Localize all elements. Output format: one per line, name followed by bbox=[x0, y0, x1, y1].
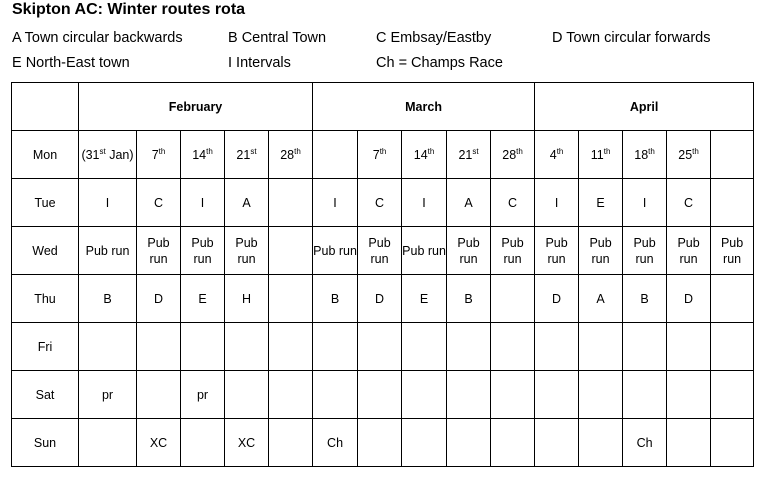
date-suffix: th bbox=[206, 146, 213, 156]
route-cell: Ch bbox=[313, 419, 358, 467]
date-number: 25 bbox=[678, 147, 693, 162]
date-cell bbox=[402, 131, 447, 179]
day-label: Sat bbox=[12, 371, 79, 419]
route-cell bbox=[535, 323, 579, 371]
date-cell bbox=[491, 131, 535, 179]
route-cell: Pub run bbox=[313, 227, 358, 275]
route-cell: I bbox=[623, 179, 667, 227]
route-cell bbox=[358, 323, 402, 371]
route-cell bbox=[535, 419, 579, 467]
date-number: 7 bbox=[151, 147, 159, 162]
route-cell: D bbox=[358, 275, 402, 323]
day-label: Mon bbox=[12, 131, 79, 179]
date-suffix: th bbox=[556, 146, 564, 156]
date-cell bbox=[225, 131, 269, 179]
route-cell bbox=[402, 323, 447, 371]
route-cell: Pub run bbox=[711, 227, 754, 275]
route-cell: B bbox=[79, 275, 137, 323]
route-cell bbox=[447, 323, 491, 371]
route-cell bbox=[491, 419, 535, 467]
route-cell bbox=[579, 323, 623, 371]
route-cell bbox=[269, 419, 313, 467]
route-cell bbox=[711, 419, 754, 467]
route-cell: XC bbox=[225, 419, 269, 467]
route-cell: B bbox=[447, 275, 491, 323]
route-cell: Ch bbox=[623, 419, 667, 467]
route-cell bbox=[358, 371, 402, 419]
date-number: 21 bbox=[458, 147, 473, 162]
route-cell: C bbox=[137, 179, 181, 227]
date-suffix: th bbox=[379, 146, 387, 156]
legend-item-ch: Ch = Champs Race bbox=[376, 55, 503, 71]
route-cell bbox=[402, 371, 447, 419]
route-cell bbox=[79, 419, 137, 467]
legend-item-c: C Embsay/Eastby bbox=[376, 30, 492, 46]
route-cell bbox=[181, 323, 225, 371]
day-row-thu bbox=[12, 275, 754, 323]
route-cell: E bbox=[402, 275, 447, 323]
route-cell bbox=[711, 179, 754, 227]
route-cell: Pub run bbox=[225, 227, 269, 275]
route-cell: D bbox=[535, 275, 579, 323]
route-cell: XC bbox=[137, 419, 181, 467]
date-number: 14 bbox=[413, 147, 428, 162]
page-title: Skipton AC: Winter routes rota bbox=[12, 1, 246, 18]
route-cell bbox=[667, 323, 711, 371]
route-cell: D bbox=[667, 275, 711, 323]
route-cell bbox=[623, 323, 667, 371]
route-cell bbox=[491, 323, 535, 371]
date-cell bbox=[313, 131, 358, 179]
date-cell bbox=[535, 131, 579, 179]
route-cell bbox=[447, 419, 491, 467]
route-cell: E bbox=[579, 179, 623, 227]
day-label: Tue bbox=[12, 179, 79, 227]
date-cell bbox=[137, 131, 181, 179]
route-cell: B bbox=[313, 275, 358, 323]
route-cell bbox=[579, 371, 623, 419]
route-cell bbox=[269, 323, 313, 371]
date-number: 28 bbox=[502, 147, 517, 162]
date-number: (31 bbox=[81, 147, 100, 162]
route-cell: Pub run bbox=[623, 227, 667, 275]
date-cell bbox=[269, 131, 313, 179]
date-cell bbox=[667, 131, 711, 179]
route-cell: A bbox=[225, 179, 269, 227]
day-row-wed bbox=[12, 227, 754, 275]
route-cell: Pub run bbox=[579, 227, 623, 275]
route-cell bbox=[402, 419, 447, 467]
route-cell bbox=[79, 323, 137, 371]
route-cell bbox=[358, 419, 402, 467]
route-cell bbox=[269, 227, 313, 275]
route-cell: C bbox=[358, 179, 402, 227]
route-cell bbox=[711, 323, 754, 371]
route-cell bbox=[491, 275, 535, 323]
date-suffix: st bbox=[472, 146, 479, 156]
route-cell: A bbox=[579, 275, 623, 323]
route-cell: Pub run bbox=[535, 227, 579, 275]
route-cell: Pub run bbox=[79, 227, 137, 275]
route-cell bbox=[269, 275, 313, 323]
month-header-march: March bbox=[313, 83, 535, 131]
legend-item-e: E North-East town bbox=[12, 55, 130, 71]
day-row-sun bbox=[12, 419, 754, 467]
route-cell: Pub run bbox=[667, 227, 711, 275]
route-cell: C bbox=[667, 179, 711, 227]
date-cell bbox=[79, 131, 137, 179]
date-number: 18 bbox=[634, 147, 649, 162]
date-number: 28 bbox=[280, 147, 295, 162]
date-suffix: st bbox=[99, 146, 106, 156]
date-suffix: th bbox=[294, 146, 301, 156]
date-number: 11 bbox=[590, 147, 604, 162]
route-cell: Pub run bbox=[491, 227, 535, 275]
route-cell bbox=[579, 419, 623, 467]
legend-item-a: A Town circular backwards bbox=[12, 30, 183, 46]
route-cell: I bbox=[402, 179, 447, 227]
route-cell bbox=[491, 371, 535, 419]
date-number: 7 bbox=[372, 147, 380, 162]
route-cell bbox=[667, 419, 711, 467]
route-cell bbox=[313, 323, 358, 371]
route-cell bbox=[269, 371, 313, 419]
route-cell bbox=[225, 323, 269, 371]
day-label: Fri bbox=[12, 323, 79, 371]
rota-table bbox=[11, 82, 754, 467]
route-cell bbox=[137, 323, 181, 371]
route-cell bbox=[623, 371, 667, 419]
date-cell bbox=[181, 131, 225, 179]
route-cell: I bbox=[535, 179, 579, 227]
route-cell: pr bbox=[79, 371, 137, 419]
day-label: Wed bbox=[12, 227, 79, 275]
day-row-tue bbox=[12, 179, 754, 227]
route-cell: pr bbox=[181, 371, 225, 419]
route-cell bbox=[711, 371, 754, 419]
route-cell: E bbox=[181, 275, 225, 323]
date-cell bbox=[358, 131, 402, 179]
route-cell bbox=[137, 371, 181, 419]
route-cell bbox=[225, 371, 269, 419]
date-suffix: th bbox=[516, 146, 523, 156]
route-cell: Pub run bbox=[358, 227, 402, 275]
route-cell bbox=[181, 419, 225, 467]
date-note: Jan) bbox=[105, 147, 134, 162]
legend-item-d: D Town circular forwards bbox=[552, 30, 711, 46]
date-suffix: st bbox=[250, 146, 257, 156]
route-cell bbox=[313, 371, 358, 419]
legend-item-b: B Central Town bbox=[228, 30, 327, 46]
date-suffix: th bbox=[158, 146, 166, 156]
day-row-sat bbox=[12, 371, 754, 419]
date-cell bbox=[623, 131, 667, 179]
day-label: Thu bbox=[12, 275, 79, 323]
date-number: 21 bbox=[236, 147, 251, 162]
route-cell: Pub run bbox=[447, 227, 491, 275]
corner-cell bbox=[12, 83, 79, 131]
day-row-mon bbox=[12, 131, 754, 179]
route-cell bbox=[667, 371, 711, 419]
route-cell: Pub run bbox=[181, 227, 225, 275]
month-header-row bbox=[12, 83, 754, 131]
route-cell: B bbox=[623, 275, 667, 323]
route-cell: Pub run bbox=[402, 227, 447, 275]
route-cell: Pub run bbox=[137, 227, 181, 275]
date-suffix: th bbox=[603, 146, 611, 156]
route-cell: I bbox=[313, 179, 358, 227]
month-header-february: February bbox=[79, 83, 313, 131]
route-cell bbox=[269, 179, 313, 227]
date-suffix: th bbox=[427, 146, 435, 156]
date-suffix: th bbox=[692, 146, 699, 156]
date-number: 4 bbox=[549, 147, 557, 162]
month-header-april: April bbox=[535, 83, 754, 131]
route-cell: H bbox=[225, 275, 269, 323]
date-cell bbox=[711, 131, 754, 179]
day-row-fri bbox=[12, 323, 754, 371]
legend-item-i: I Intervals bbox=[228, 55, 291, 71]
route-cell: C bbox=[491, 179, 535, 227]
route-cell: A bbox=[447, 179, 491, 227]
date-number: 14 bbox=[192, 147, 207, 162]
route-cell: D bbox=[137, 275, 181, 323]
date-cell bbox=[579, 131, 623, 179]
route-cell bbox=[711, 275, 754, 323]
route-cell bbox=[447, 371, 491, 419]
day-label: Sun bbox=[12, 419, 79, 467]
route-cell: I bbox=[181, 179, 225, 227]
route-cell bbox=[535, 371, 579, 419]
date-cell bbox=[447, 131, 491, 179]
route-cell: I bbox=[79, 179, 137, 227]
date-suffix: th bbox=[648, 146, 655, 156]
